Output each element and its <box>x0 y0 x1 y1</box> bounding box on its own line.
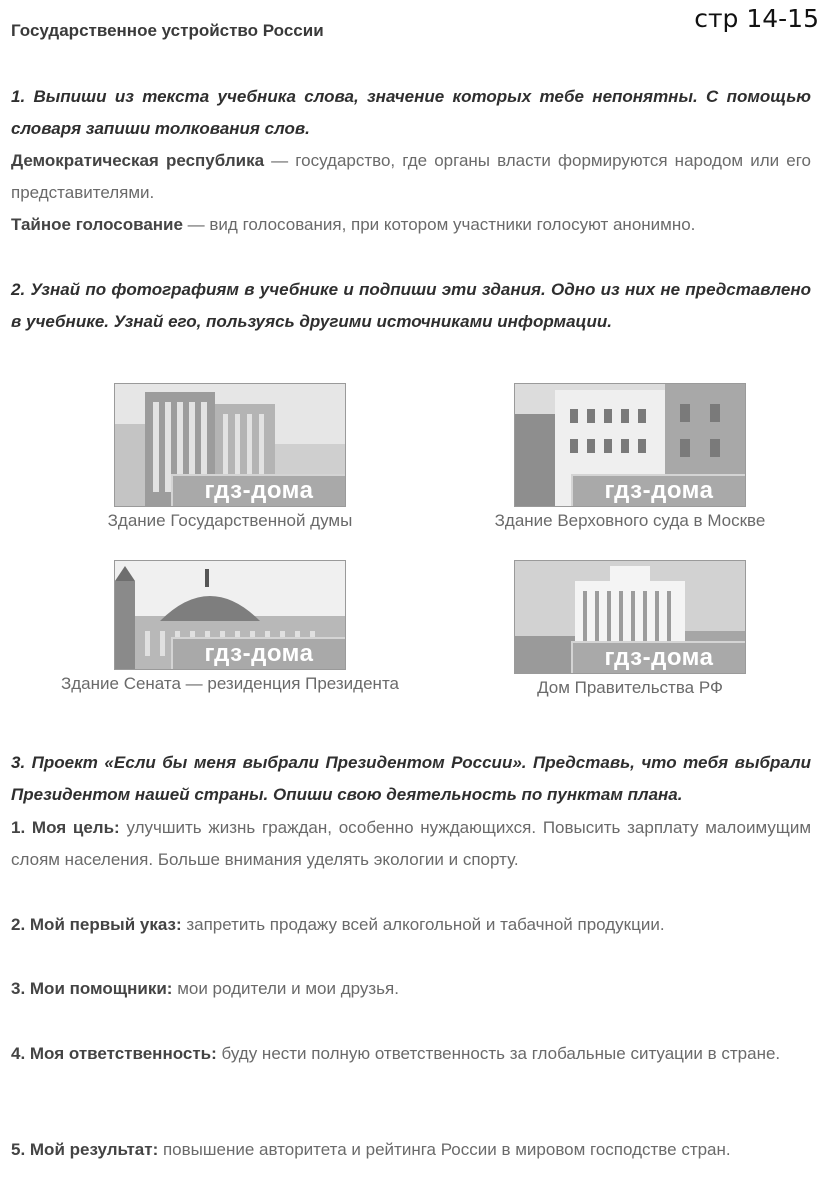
plan-item-label: 4. Моя ответственность: <box>11 1044 217 1063</box>
photo-card-supreme-court <box>470 383 790 531</box>
definition-text: — государство, где органы власти формируются народом или его представителями. <box>11 151 812 202</box>
photo-caption: Здание Государственной думы <box>107 511 353 530</box>
plan-item-label: 5. Мой результат: <box>11 1140 159 1159</box>
definition-text: — вид голосования, при котором участники голосуют анонимно. <box>182 215 696 234</box>
photo-card-government-house <box>470 560 790 698</box>
watermark-label: гдз-дома <box>571 641 745 673</box>
page-number: стр 14-15 <box>694 4 819 33</box>
photo-caption: Здание Сената — резиденция Президента <box>60 674 399 693</box>
watermark-label: гдз-дома <box>171 474 345 506</box>
plan-item-label: 1. Моя цель: <box>11 818 120 837</box>
photo-caption: Дом Правительства РФ <box>537 678 723 697</box>
government-house-photo <box>514 560 746 674</box>
plan-item-text: улучшить жизнь граждан, особенно нуждающихся. Повысить зарплату малоимущим слоям населения. Больше внимания уделять экологии и спорту. <box>11 818 812 869</box>
plan-item-text: повышение авторитета и рейтинга России в мировом господстве стран. <box>158 1140 731 1159</box>
plan-item-label: 3. Мои помощники: <box>11 979 173 998</box>
photo-card-senate <box>50 560 410 694</box>
watermark-label: гдз-дома <box>171 637 345 669</box>
plan-item-result <box>11 1134 811 1166</box>
plan-item-text: запретить продажу всей алкогольной и табачной продукции. <box>181 915 665 934</box>
plan-item-goal <box>11 812 811 876</box>
watermark-label: гдз-дома <box>571 474 745 506</box>
definition-secret-ballot <box>11 209 811 241</box>
task3-prompt: 3. Проект «Если бы меня выбрали Президентом России». Представь, что тебя выбрали Президентом нашей страны. Опиши свою деятельность по пунктам плана. <box>11 753 811 804</box>
plan-item-first-decree <box>11 909 811 941</box>
plan-item-text: мои родители и мои друзья. <box>172 979 399 998</box>
photo-caption: Здание Верховного суда в Москве <box>494 511 766 530</box>
definition-term: Тайное голосование <box>11 215 183 234</box>
plan-item-label: 2. Мой первый указ: <box>11 915 182 934</box>
task2-prompt: 2. Узнай по фотографиям в учебнике и подпиши эти здания. Одно из них не представлено в учебнике. Узнай его, пользуясь другими источниками информации. <box>11 280 811 331</box>
plan-item-helpers <box>11 973 811 1005</box>
supreme-court-photo <box>514 383 746 507</box>
page-title: Государственное устройство России <box>11 21 324 40</box>
task1-prompt: 1. Выпиши из текста учебника слова, значение которых тебе непонятны. С помощью словаря запиши толкования слов. <box>11 87 811 138</box>
definition-democratic-republic <box>11 145 811 209</box>
plan-item-responsibility <box>11 1038 811 1070</box>
definition-term: Демократическая республика <box>11 151 265 170</box>
plan-item-text: буду нести полную ответственность за глобальные ситуации в стране. <box>216 1044 781 1063</box>
duma-building-photo <box>114 383 346 507</box>
senate-building-photo <box>114 560 346 670</box>
photo-card-duma <box>70 383 390 531</box>
